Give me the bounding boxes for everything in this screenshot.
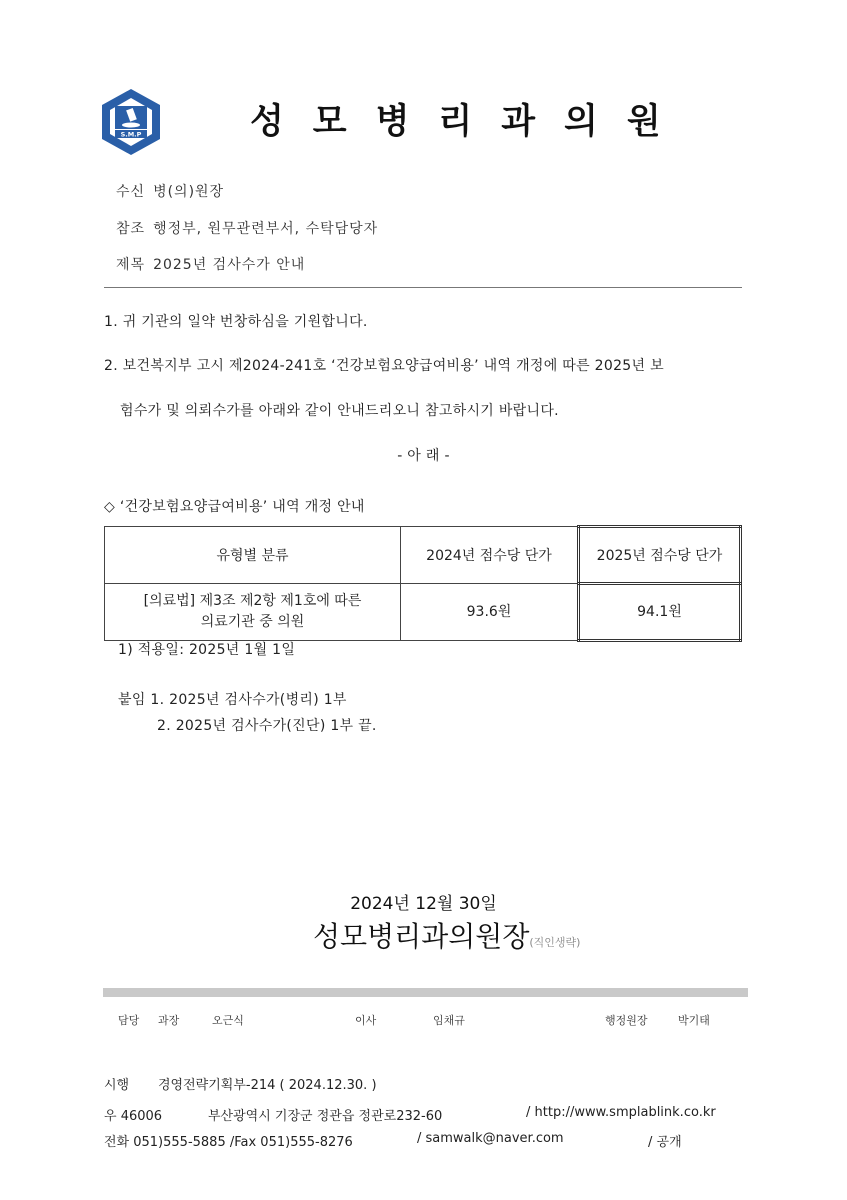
recipient-value: 병(의)원장 bbox=[153, 184, 225, 200]
issuer-signature bbox=[313, 915, 580, 955]
email-link[interactable]: / samwalk@naver.com bbox=[417, 1131, 564, 1146]
table-header-row bbox=[105, 527, 741, 584]
paragraph-2-line-2: 험수가 및 의뢰수가를 아래와 같이 안내드리오니 참고하시기 바랍니다. bbox=[120, 403, 559, 419]
fee-table bbox=[104, 525, 742, 642]
cell-2024-price: 93.6원 bbox=[401, 584, 579, 641]
admin-director-name: 박기태 bbox=[678, 1014, 710, 1027]
disclosure-status: / 공개 bbox=[648, 1135, 682, 1150]
postal-code: 우 46006 bbox=[104, 1109, 163, 1124]
header-divider bbox=[104, 287, 742, 288]
attachment-line-2: 2. 2025년 검사수가(진단) 1부 끝. bbox=[157, 718, 377, 734]
subject-line bbox=[116, 254, 305, 274]
subject-value: 2025년 검사수가 안내 bbox=[153, 257, 306, 273]
manager-label: 과장 bbox=[158, 1014, 180, 1027]
director-label: 이사 bbox=[355, 1014, 377, 1027]
attachment-line-1: 붙임 1. 2025년 검사수가(병리) 1부 bbox=[118, 692, 347, 708]
subject-label: 제목 bbox=[116, 257, 146, 273]
category-line-1: [의료법] 제3조 제2항 제1호에 따른 bbox=[143, 593, 362, 609]
enforcement-label: 시행 bbox=[104, 1078, 130, 1093]
reference-value: 행정부, 원무관련부서, 수탁담당자 bbox=[153, 221, 379, 237]
drafter-label: 담당 bbox=[118, 1014, 140, 1027]
section-title: ◇ ‘건강보험요양급여비용’ 내역 개정 안내 bbox=[104, 499, 365, 515]
cell-2025-price: 94.1원 bbox=[579, 584, 741, 641]
paragraph-1: 1. 귀 기관의 일약 번창하심을 기원합니다. bbox=[104, 314, 368, 330]
reference-label: 참조 bbox=[116, 221, 146, 237]
recipient-line bbox=[116, 181, 224, 201]
recipient-label: 수신 bbox=[116, 184, 146, 200]
seal-note: (직인생략) bbox=[529, 936, 581, 949]
admin-director-label: 행정원장 bbox=[605, 1014, 648, 1027]
paragraph-2-line-1: 2. 보건복지부 고시 제2024-241호 ‘건강보험요양급여비용’ 내역 개정에 따른 2025년 보 bbox=[104, 358, 664, 374]
issuer-name: 성모병리과의원장 bbox=[313, 920, 530, 953]
header-2024-price: 2024년 점수당 단가 bbox=[401, 527, 579, 584]
svg-text:S.M.P: S.M.P bbox=[120, 130, 142, 139]
notice-heading: - 아 래 - bbox=[397, 448, 450, 464]
footer-divider bbox=[103, 988, 748, 997]
hospital-logo bbox=[98, 86, 164, 158]
phone-fax: 전화 051)555-5885 /Fax 051)555-8276 bbox=[104, 1135, 353, 1150]
category-line-2: 의료기관 중 의원 bbox=[200, 614, 305, 630]
director-name: 임채규 bbox=[433, 1014, 465, 1027]
cell-category bbox=[105, 584, 401, 641]
issue-date: 2024년 12월 30일 bbox=[350, 894, 497, 914]
reference-line bbox=[116, 218, 378, 238]
header-2025-price: 2025년 점수당 단가 bbox=[579, 527, 741, 584]
organization-title: 성모병리과의원 bbox=[250, 102, 690, 142]
header-category: 유형별 분류 bbox=[105, 527, 401, 584]
address: 부산광역시 기장군 정관읍 정관로232-60 bbox=[208, 1109, 443, 1124]
manager-name: 오근식 bbox=[212, 1014, 244, 1027]
table-footnote: 1) 적용일: 2025년 1월 1일 bbox=[118, 642, 296, 658]
enforcement-value: 경영전략기획부-214 ( 2024.12.30. ) bbox=[158, 1078, 377, 1093]
website-link[interactable]: / http://www.smplablink.co.kr bbox=[526, 1105, 716, 1120]
table-row bbox=[105, 584, 741, 641]
